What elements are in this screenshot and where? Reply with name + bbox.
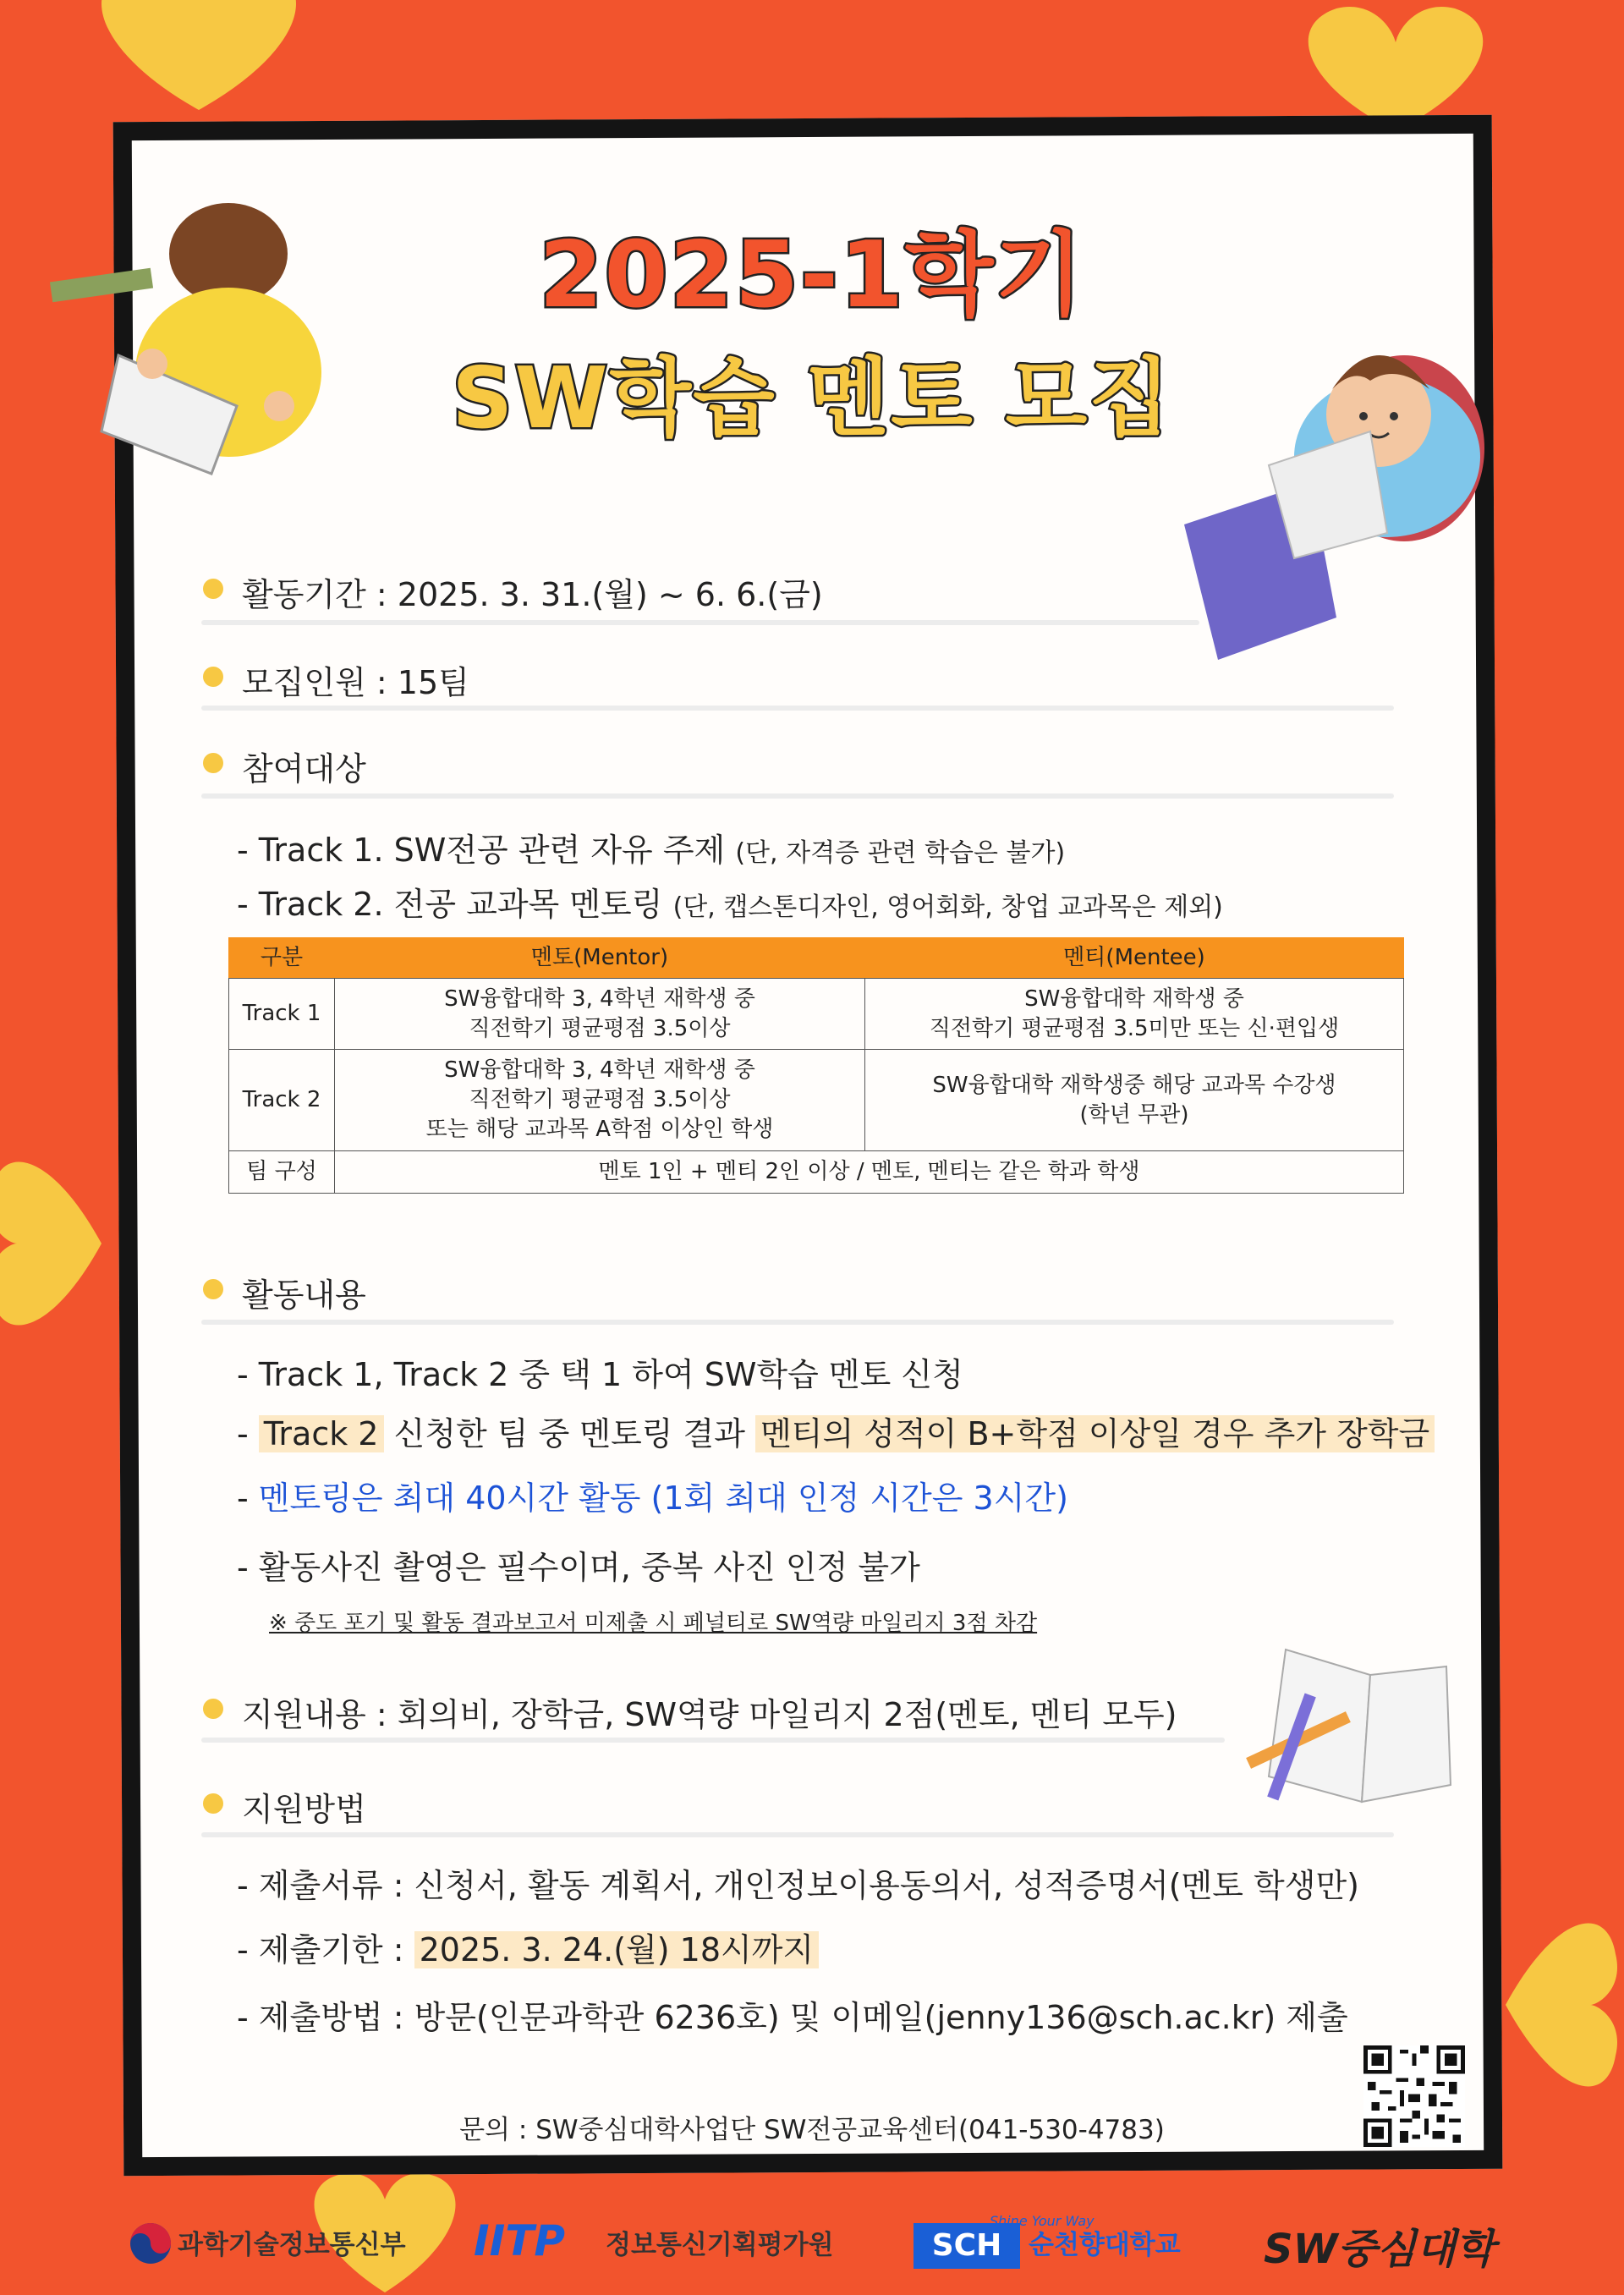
- table-header: 구분: [229, 938, 335, 979]
- target-item-track2: - Track 2. 전공 교과목 멘토링 (단, 캡스톤디자인, 영어회화, 창업 교과목은 제외): [237, 886, 1223, 923]
- divider: [201, 1320, 1394, 1325]
- activity-item-select-track: - Track 1, Track 2 중 택 1 하여 SW학습 멘토 신청: [237, 1356, 963, 1393]
- apply-item-deadline: - 제출기한 : 2025. 3. 24.(월) 18시까지: [237, 1924, 819, 1970]
- activity-item-scholarship: - Track 2 신청한 팀 중 멘토링 결과 멘티의 성적이 B+학점 이상일 경우 추가 장학금: [237, 1408, 1435, 1454]
- target-item-track1: - Track 1. SW전공 관련 자유 주제 (단, 자격증 관련 학습은 불가): [237, 832, 1066, 869]
- table-row: [229, 1050, 1404, 1151]
- table-row: [229, 1151, 1404, 1194]
- apply-item-documents: - 제출서류 : 신청서, 활동 계획서, 개인정보이용동의서, 성적증명서(멘토 학생만): [237, 1867, 1359, 1904]
- msit-emblem-icon: [129, 2221, 173, 2265]
- heart-decoration-left: [0, 1117, 110, 1370]
- title-semester: 2025-1학기: [539, 222, 1085, 328]
- divider: [201, 1738, 1225, 1743]
- table-cell: SW융합대학 3, 4학년 재학생 중 직전학기 평균평점 3.5이상: [335, 979, 865, 1050]
- divider: [201, 793, 1394, 799]
- divider: [201, 1832, 1394, 1837]
- logo-sch: 순천향대학교: [1029, 2230, 1181, 2260]
- heart-decoration-right: [1497, 1878, 1624, 2132]
- table-cell: Track 1: [229, 979, 335, 1050]
- notebook-pencil-illustration: [1235, 1633, 1463, 1810]
- table-header: 멘토(Mentor): [335, 938, 865, 979]
- bullet-dot: [203, 753, 223, 773]
- table-cell: SW융합대학 3, 4학년 재학생 중 직전학기 평균평점 3.5이상 또는 해당 교과목 A학점 이상인 학생: [335, 1050, 865, 1151]
- logo-msit: 과학기술정보통신부: [178, 2230, 406, 2260]
- logo-sw-university: SW중심대학: [1264, 2226, 1495, 2273]
- heart-decoration-top-left: [59, 0, 338, 118]
- contact-info: 문의 : SW중심대학사업단 SW전공교육센터(041-530-4783): [459, 2115, 1165, 2145]
- apply-item-method: - 제출방법 : 방문(인문과학관 6236호) 및 이메일(jenny136@sch.ac.kr) 제출: [237, 1999, 1348, 2036]
- table-cell: Track 2: [229, 1050, 335, 1151]
- table-cell: SW융합대학 재학생 중 직전학기 평균평점 3.5미만 또는 신·편입생: [865, 979, 1404, 1050]
- eligibility-table: [228, 937, 1404, 1194]
- bullet-dot: [203, 579, 223, 599]
- divider: [201, 706, 1394, 711]
- table-cell: 멘토 1인 + 멘티 2인 이상 / 멘토, 멘티는 같은 학과 학생: [335, 1151, 1404, 1194]
- title-recruitment: SW학습 멘토 모집: [452, 349, 1172, 447]
- logo-sch-tagline: Shine Your Way: [990, 2213, 1095, 2229]
- table-header: 멘티(Mentee): [865, 938, 1404, 979]
- activity-item-hours: - 멘토링은 최대 40시간 활동 (1회 최대 인정 시간은 3시간): [237, 1480, 1068, 1517]
- bullet-dot: [203, 1699, 223, 1719]
- logo-iitp-mark: IITP: [474, 2216, 565, 2265]
- bullet-dot: [203, 1793, 223, 1814]
- penalty-note: ※ 중도 포기 및 활동 결과보고서 미제출 시 페널티로 SW역량 마일리지 3점 차감: [269, 1611, 1038, 1636]
- bullet-dot: [203, 667, 223, 687]
- logo-iitp: 정보통신기획평가원: [606, 2230, 834, 2260]
- activity-item-photos: - 활동사진 촬영은 필수이며, 중복 사진 인정 불가: [237, 1549, 920, 1586]
- divider: [201, 620, 1199, 625]
- table-row: [229, 979, 1404, 1050]
- table-cell: SW융합대학 재학생중 해당 교과목 수강생 (학년 무관): [865, 1050, 1404, 1151]
- bullet-dot: [203, 1279, 223, 1299]
- table-cell: 팀 구성: [229, 1151, 335, 1194]
- table-header-row: [229, 938, 1404, 979]
- logo-sch-mark: SCH: [914, 2223, 1020, 2269]
